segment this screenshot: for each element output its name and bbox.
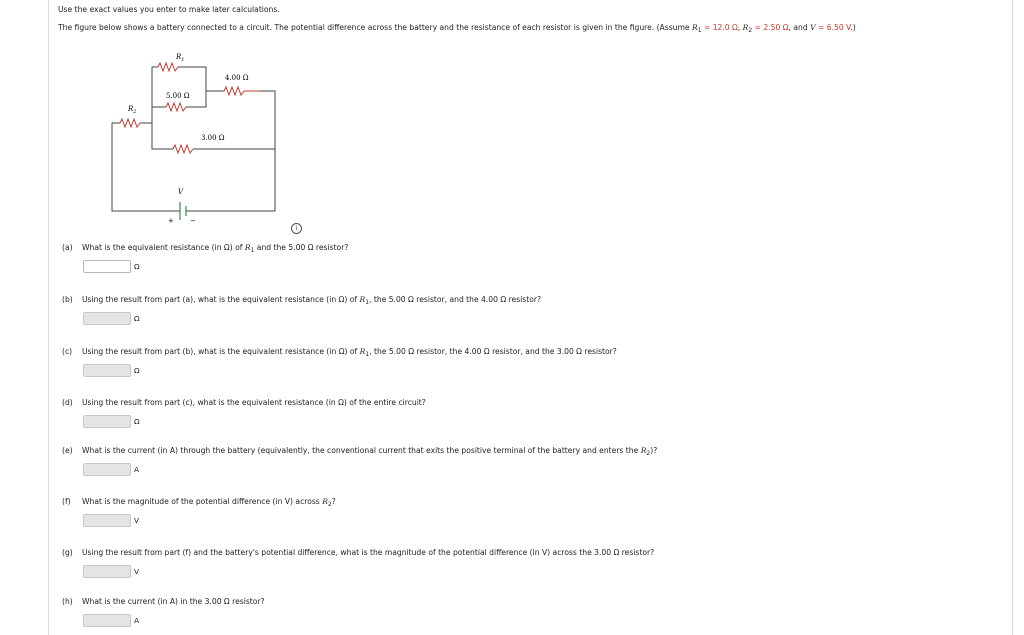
info-icon[interactable]: i [291, 223, 302, 234]
question-tag: (g) [62, 548, 73, 557]
label-r1: $R_1$ [176, 53, 185, 63]
circuit-diagram [100, 45, 300, 230]
resistor-4ohm [224, 87, 244, 95]
answer-unit: Ω [134, 262, 140, 271]
r2-value: = 2.50 Ω [754, 23, 789, 32]
instructions-text: Use the exact values you enter to make later calculations. [58, 5, 280, 14]
answer-input-a[interactable] [83, 260, 131, 273]
question-tag: (a) [62, 243, 73, 252]
resistor-5ohm [166, 103, 186, 111]
question-h: (h) What is the current (in A) in the 3.00 Ω resistor? [62, 597, 265, 606]
label-3ohm: 3.00 Ω [201, 134, 225, 142]
answer-input-h[interactable] [83, 614, 131, 627]
problem-statement: The figure below shows a battery connected to a circuit. The potential difference across the battery and the resistance of each resistor is given in the figure. (Assume $R_1 = 12.0$ Ω, $R_2 = 2.50$ Ω, and V = 6.50 V.) [58, 23, 856, 34]
answer-unit: Ω [134, 366, 140, 375]
question-tag: (f) [62, 497, 71, 506]
question-c: (c) Using the result from part (b), what is the equivalent resistance (in Ω) of $R_1$, the 5.00 Ω resistor, the 4.00 Ω resistor, and the 3.00 Ω resistor? [62, 347, 617, 358]
label-plus: + [168, 217, 174, 225]
question-tag: (e) [62, 446, 73, 455]
question-f: (f) What is the magnitude of the potential difference (in V) across $R_2$? [62, 497, 336, 508]
answer-input-f[interactable] [83, 514, 131, 527]
label-4ohm: 4.00 Ω [225, 74, 249, 82]
resistor-3ohm [173, 145, 193, 153]
answer-unit: Ω [134, 417, 140, 426]
question-a: (a) What is the equivalent resistance (in Ω) of $R_1$ and the 5.00 Ω resistor? [62, 243, 349, 254]
answer-input-e[interactable] [83, 463, 131, 476]
resistor-r2 [120, 119, 140, 127]
answer-input-b[interactable] [83, 312, 131, 325]
answer-unit: V [134, 567, 140, 576]
question-b: (b) Using the result from part (a), what is the equivalent resistance (in Ω) of $R_1$, the 5.00 Ω resistor, and the 4.00 Ω resistor? [62, 295, 542, 306]
answer-unit: Ω [134, 314, 140, 323]
answer-input-d[interactable] [83, 415, 131, 428]
question-d: (d) Using the result from part (c), what is the equivalent resistance (in Ω) of the entire circuit? [62, 398, 426, 407]
answer-unit: A [134, 465, 140, 474]
answer-unit: A [134, 616, 140, 625]
label-minus: − [190, 217, 196, 225]
answer-unit: V [134, 516, 140, 525]
answer-input-c[interactable] [83, 364, 131, 377]
v-value: = 6.50 V [817, 23, 851, 32]
label-5ohm: 5.00 Ω [166, 92, 190, 100]
question-tag: (b) [62, 295, 73, 304]
question-tag: (c) [62, 347, 73, 356]
label-r2: $R_2$ [128, 105, 137, 115]
question-e: (e) What is the current (in A) through the battery (equivalently, the conventional current that exits the positive terminal of the battery and enters the $R_2$)? [62, 446, 658, 457]
question-tag: (d) [62, 398, 73, 407]
question-tag: (h) [62, 597, 73, 606]
r1-value: = 12.0 Ω [703, 23, 738, 32]
label-v: V [178, 188, 184, 196]
resistor-r1 [158, 63, 178, 71]
answer-input-g[interactable] [83, 565, 131, 578]
question-g: (g) Using the result from part (f) and the battery's potential difference, what is the magnitude of the potential difference (in V) across the 3.00 Ω resistor? [62, 548, 655, 557]
